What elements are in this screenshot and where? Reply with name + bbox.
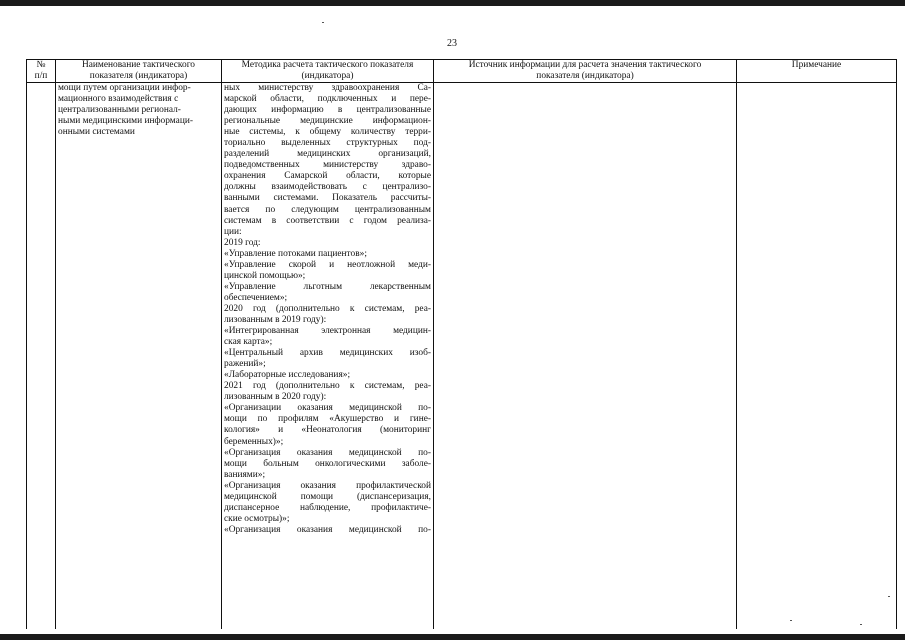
method-text-line: ции: (224, 226, 242, 237)
method-text-line: «Организации оказания медицинской по- (224, 403, 431, 414)
method-text-line: системам в соответствии с годом реализа- (224, 215, 431, 226)
indicator-table (26, 59, 897, 629)
bottom-edge-bar (0, 634, 905, 640)
method-text-line: кология» и «Неонатология (мониторинг (224, 425, 431, 436)
method-text-line: 2019 год: (224, 237, 261, 248)
header-name-line2: показателя (индикатора) (89, 71, 188, 81)
method-text-line: «Интегрированная электронная медицин- (224, 326, 431, 337)
method-text-line: «Организация оказания медицинской по- (224, 524, 431, 535)
header-indicator-name (56, 60, 222, 83)
indicator-name-line: централизованными регионал- (58, 105, 181, 116)
header-note (737, 60, 897, 83)
cell-indicator-name (56, 83, 222, 629)
method-text-line: лизованным в 2019 году): (224, 314, 327, 325)
header-source-line2: показателя (индикатора) (536, 71, 634, 81)
method-text-line: мощи больным онкологическими заболе- (224, 458, 431, 469)
method-text-line: ные системы, к общему количеству терри- (224, 127, 431, 138)
table-header-row (27, 60, 897, 83)
method-text-line: «Управление льготным лекарственным (224, 281, 431, 292)
method-text-line: разделений медицинских организаций, (224, 149, 431, 160)
cell-information-source (434, 83, 737, 629)
method-text-line: диспансерное наблюдение, профилактиче- (224, 502, 431, 513)
method-text-line: 2021 год (дополнительно к системам, реа- (224, 381, 431, 392)
header-name-line1: Наименование тактического (81, 60, 195, 70)
cell-calculation-method (222, 83, 434, 629)
scan-speck (322, 22, 324, 23)
header-source-line1: Источник информации для расчета значения тактического (468, 60, 702, 70)
method-text-line: 2020 год (дополнительно к системам, реа- (224, 303, 431, 314)
header-number (27, 60, 56, 83)
method-text-line: цинской помощью»; (224, 270, 306, 281)
method-text-line: «Лабораторные исследования»; (224, 370, 351, 381)
method-text-line: дающих информацию в централизованные (224, 105, 431, 116)
method-text-line: обеспечением»; (224, 292, 288, 303)
method-text-line: беременных)»; (224, 436, 284, 447)
top-edge-bar (0, 0, 905, 6)
indicator-name-line: ными медицинскими информаци- (58, 116, 193, 127)
method-text-line: охранения Самарской области, которые (224, 171, 431, 182)
header-method-line1: Методика расчета тактического показателя (241, 60, 414, 70)
method-text-line: медицинской помощи (диспансеризация, (224, 491, 431, 502)
method-text-line: ражений»; (224, 359, 266, 370)
header-number-line2: п/п (34, 71, 48, 81)
method-text-line: ваниями»; (224, 469, 266, 480)
method-text-line: региональные медицинские информацион- (224, 116, 431, 127)
header-method-line2: (индикатора) (301, 71, 354, 81)
method-text-line: «Центральный архив медицинских изоб- (224, 348, 431, 359)
cell-number (27, 83, 56, 629)
method-text-line: ванными системами. Показатель рассчиты- (224, 193, 431, 204)
header-calculation-method (222, 60, 434, 83)
method-text-line: «Организация оказания профилактической (224, 480, 431, 491)
method-text-line: должны взаимодействовать с централизо- (224, 182, 431, 193)
header-number-line1: № (36, 60, 46, 70)
method-text-line: «Организация оказания медицинской по- (224, 447, 431, 458)
method-text-line: «Управление потоками пациентов»; (224, 248, 367, 259)
method-text-line: ские осмотры)»; (224, 513, 290, 524)
method-text-line: лизованным в 2020 году): (224, 392, 327, 403)
method-text-line: ториально выделенных структурных под- (224, 138, 431, 149)
method-text-line: ская карта»; (224, 337, 273, 348)
indicator-name-line: онными системами (58, 127, 135, 138)
method-text-line: мощи по профилям «Акушерство и гине- (224, 414, 431, 425)
method-text-line: подведомственных министерству здраво- (224, 160, 431, 171)
method-text-line: «Управление скорой и неотложной меди- (224, 259, 431, 270)
page-number: 23 (447, 38, 457, 49)
table-row (27, 83, 897, 629)
header-note-text: Примечание (791, 60, 842, 70)
method-text-line: марской области, подключенных и пере- (224, 94, 431, 105)
cell-note (737, 83, 897, 629)
indicator-name-line: мощи путем организации инфор- (58, 83, 191, 93)
method-text-line: вается по следующим централизованным (224, 204, 431, 215)
indicator-name-line: мационного взаимодействия с (58, 94, 179, 105)
header-information-source (434, 60, 737, 83)
method-text-line: ных министерству здравоохранения Са- (224, 83, 431, 93)
